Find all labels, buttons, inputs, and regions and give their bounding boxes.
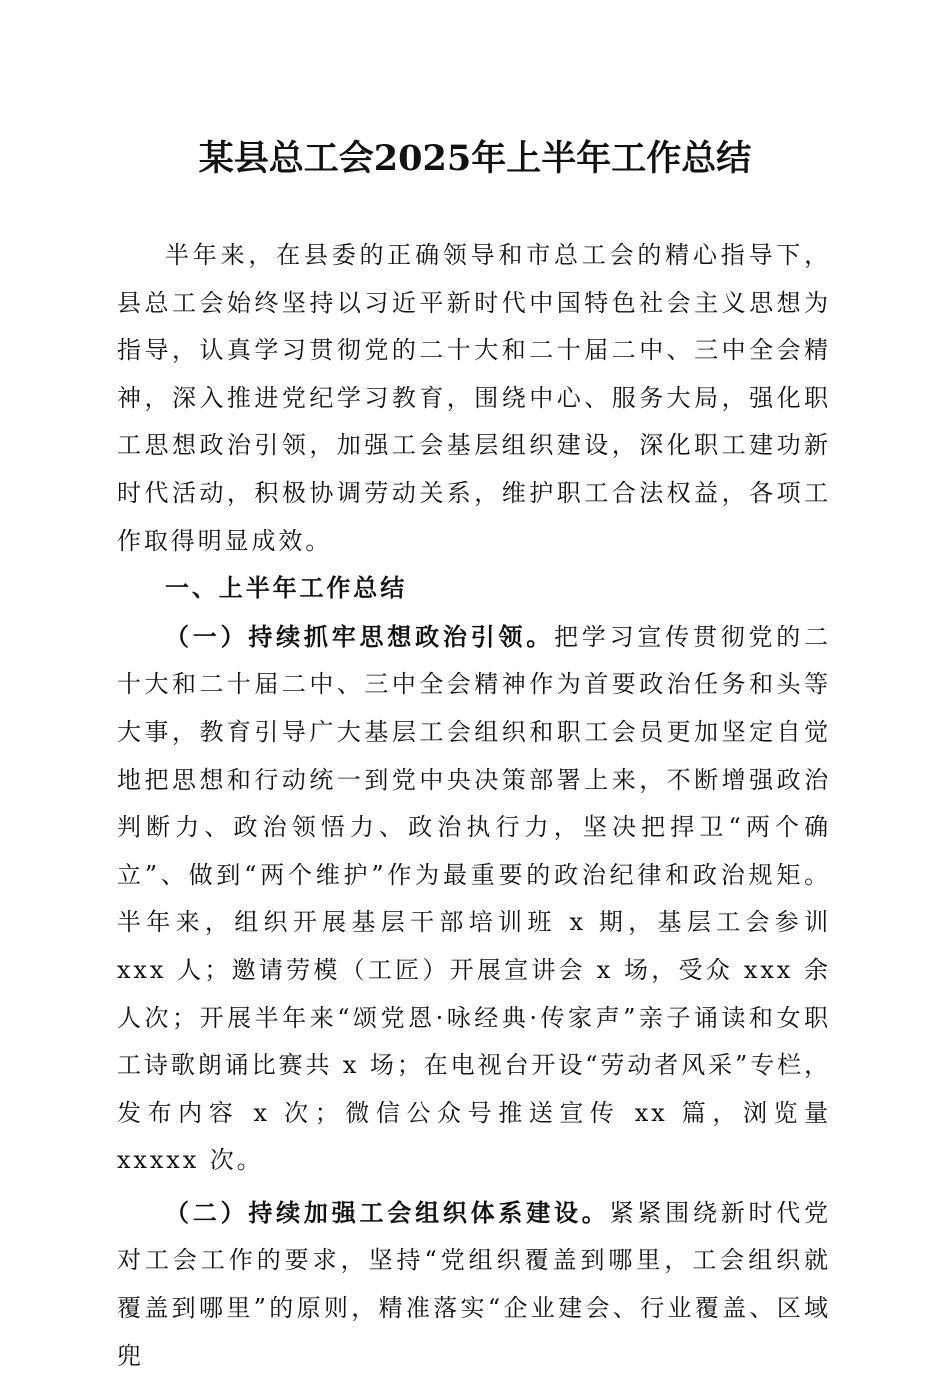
- document-title: 某县总工会2025年上半年工作总结: [198, 138, 752, 179]
- subsection-heading: （二）持续加强工会组织体系建设。: [165, 1197, 610, 1227]
- section-heading: 一、上半年工作总结: [165, 574, 408, 603]
- intro-paragraph: 半年来，在县委的正确领导和市总工会的精心指导下，县总工会始终坚持以习近平新时代中国特色社会主义思想为指导，认真学习贯彻党的二十大和二十届二中、三中全会精神，深入推进党纪学习教育，围绕中心、服务大局，强化职工思想政治引领，加强工会基层组织建设，深化职工建功新时代活动，积极协调劳动关系，维护职工合法权益，各项工作取得明显成效。: [117, 241, 831, 555]
- subsection-paragraph: [117, 1189, 831, 1380]
- subsection-text: 把学习宣传贯彻党的二十大和二十届二中、三中全会精神作为首要政治任务和头等大事，教育引导广大基层工会组织和职工会员更加坚定自觉地把思想和行动统一到党中央决策部署上来，不断增强政治判断力、政治领悟力、政治执行力，坚决把捍卫“两个确立”、做到“两个维护”作为最重要的政治纪律和政治规矩。半年来，组织开展基层干部培训班 x 期，基层工会参训 xxx 人；邀请劳模（工匠）开展宣讲会 x 场，受众 xxx 余人次；开展半年来“颂党恩·咏经典·传家声”亲子诵读和女职工诗歌朗诵比赛共 x 场；在电视台开设“劳动者风采”专栏，发布内容 x 次；微信公众号推送宣传 xx 篇，浏览量 xxxxx 次。: [117, 622, 831, 1175]
- subsection-paragraph: [117, 613, 831, 1185]
- subsection-heading: （一）持续抓牢思想政治引领。: [165, 621, 555, 651]
- subsection-text: 紧紧围绕新时代党对工会工作的要求，坚持“党组织覆盖到哪里，工会组织就覆盖到哪里”的原则，精准落实“企业建会、行业覆盖、区域兜: [117, 1198, 831, 1370]
- document-body: [117, 232, 831, 1380]
